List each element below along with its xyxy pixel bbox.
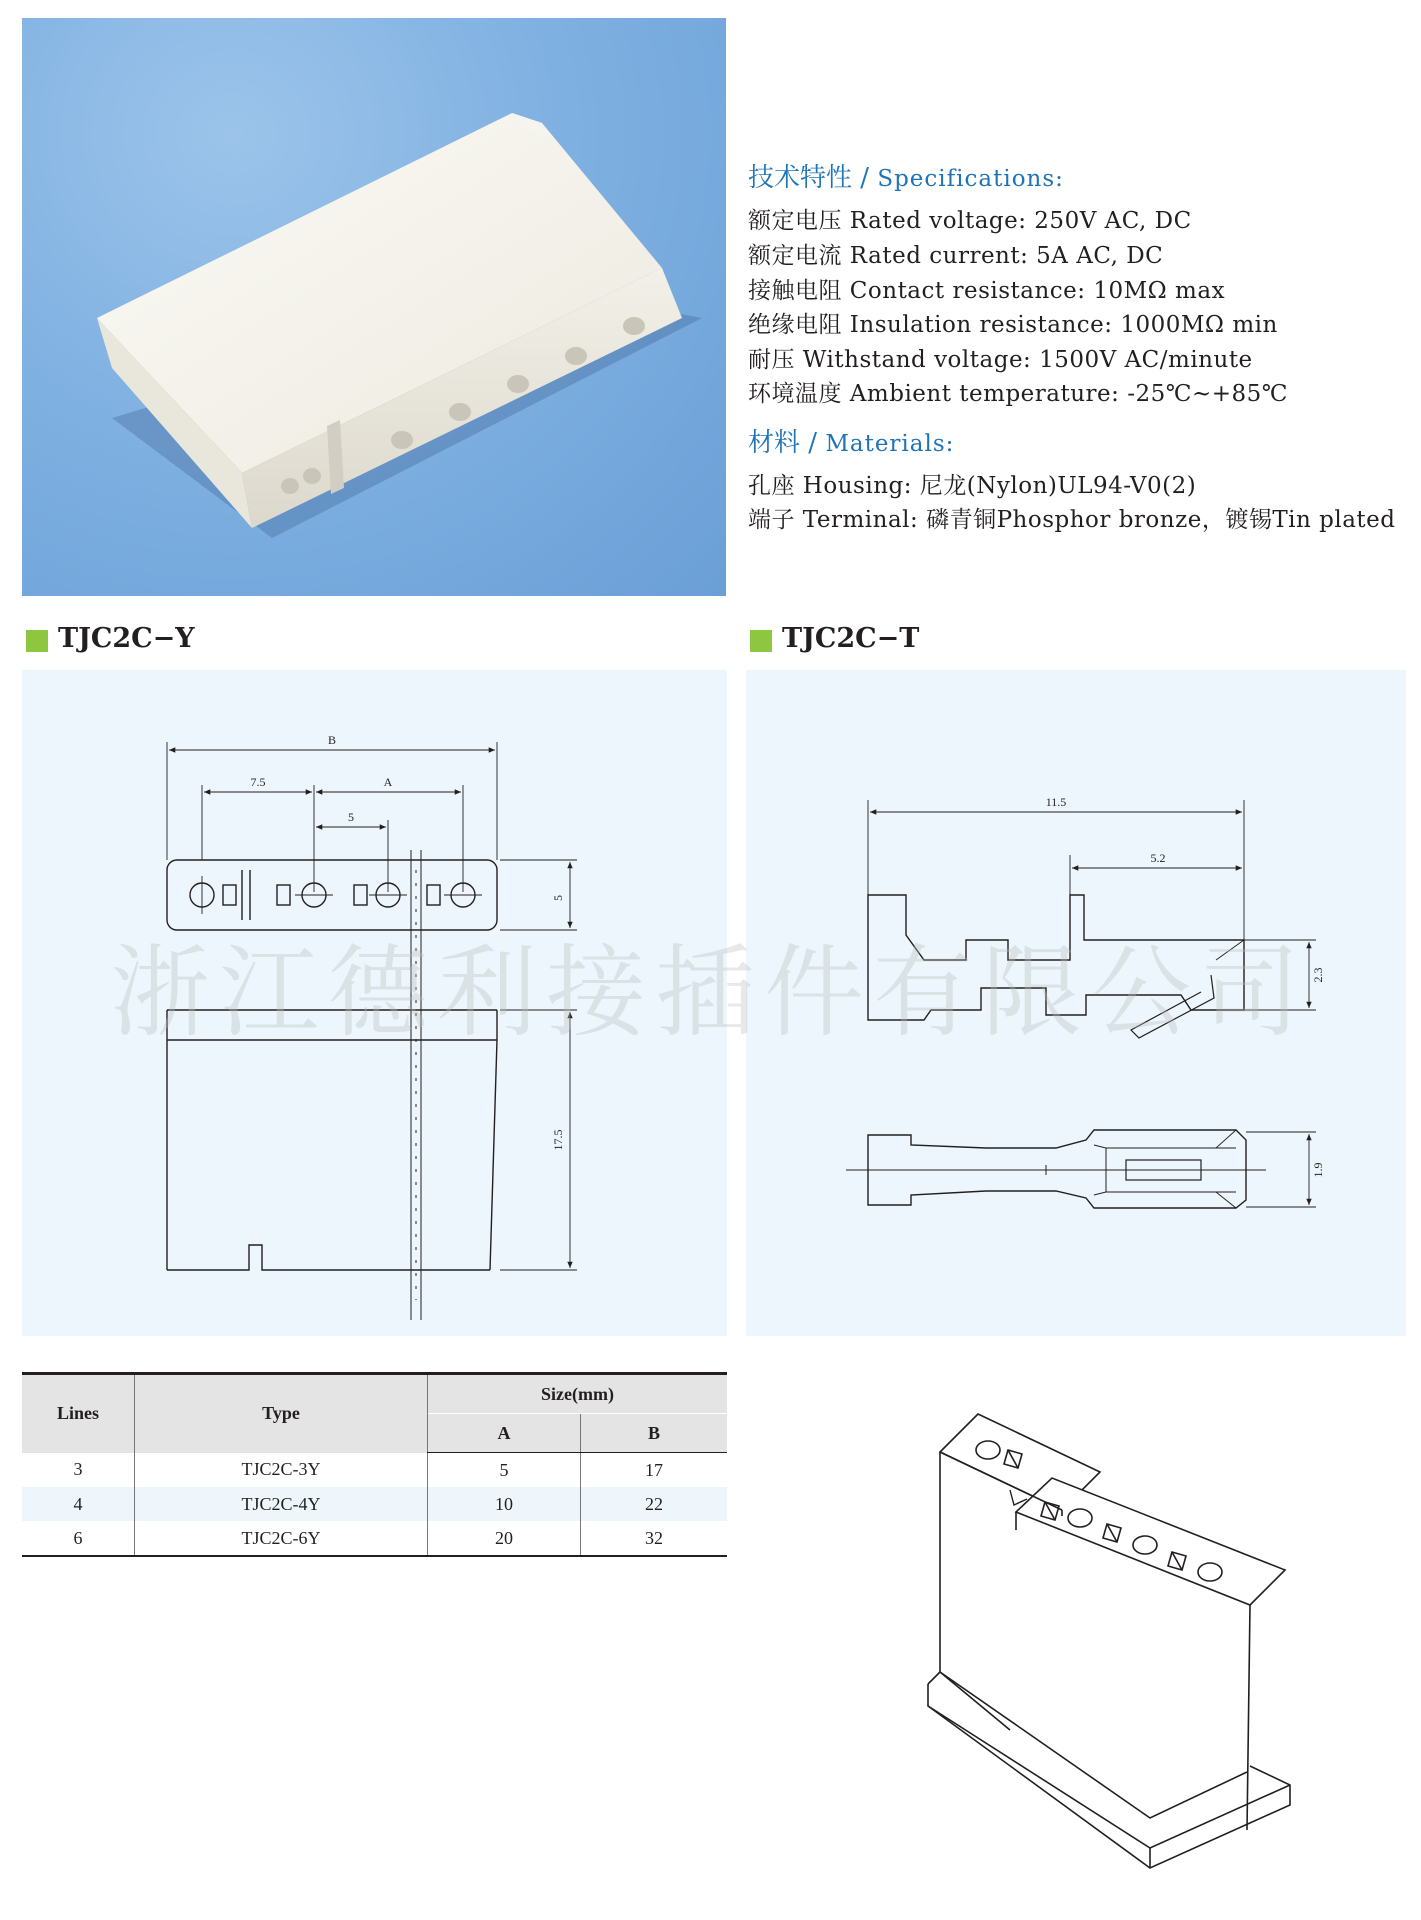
dim-height-label: 2.3 xyxy=(1311,967,1325,983)
terminal-technical-drawing xyxy=(746,670,1406,1336)
cell-lines: 4 xyxy=(22,1487,135,1521)
size-table xyxy=(22,1372,727,1557)
header-type: Type xyxy=(135,1374,428,1453)
heading-separator: / xyxy=(808,428,818,458)
header-a: A xyxy=(428,1414,581,1453)
dim-a-label: A xyxy=(383,775,393,789)
header-lines: Lines xyxy=(22,1374,135,1453)
spec-rated-current: 额定电流 Rated current: 5A AC, DC xyxy=(748,243,1164,269)
connector-housing-photo xyxy=(22,18,726,596)
table-row xyxy=(22,1453,727,1488)
cell-b: 17 xyxy=(581,1453,728,1488)
cell-type: TJC2C-6Y xyxy=(135,1521,428,1556)
dim-b-label: B xyxy=(327,733,337,747)
cell-a: 5 xyxy=(428,1453,581,1488)
spec-contact-resistance: 接触电阻 Contact resistance: 10MΩ max xyxy=(748,278,1226,304)
product-photo xyxy=(22,18,726,596)
table-row xyxy=(22,1487,727,1521)
specifications-heading xyxy=(748,157,1064,194)
materials-heading-en: Materials: xyxy=(825,431,955,457)
terminal-section-title: TJC2C−T xyxy=(782,623,920,654)
cell-b: 22 xyxy=(581,1487,728,1521)
materials-heading xyxy=(748,422,954,459)
terminal-drawing-panel xyxy=(746,670,1406,1336)
cell-b: 32 xyxy=(581,1521,728,1556)
dim-width-label: 1.9 xyxy=(1311,1162,1325,1178)
spec-rated-voltage: 额定电压 Rated voltage: 250V AC, DC xyxy=(748,208,1192,234)
dim-length-label: 11.5 xyxy=(1045,795,1067,809)
dim-height-label: 5 xyxy=(551,895,565,901)
dim-pitch-first-label: 7.5 xyxy=(250,775,266,789)
spec-ambient-temperature: 环境温度 Ambient temperature: -25℃~+85℃ xyxy=(748,381,1289,407)
material-terminal: 端子 Terminal: 磷青铜Phosphor bronze，镀锡Tin plated xyxy=(748,507,1396,533)
housing-technical-drawing xyxy=(22,670,727,1336)
header-size: Size(mm) xyxy=(428,1374,728,1414)
housing-drawing-panel xyxy=(22,670,727,1336)
header-b: B xyxy=(581,1414,728,1453)
dim-depth-label: 17.5 xyxy=(551,1129,565,1151)
spec-withstand-voltage: 耐压 Withstand voltage: 1500V AC/minute xyxy=(748,347,1253,373)
cell-a: 10 xyxy=(428,1487,581,1521)
specifications-heading-cn: 技术特性 xyxy=(748,163,853,193)
isometric-housing-drawing xyxy=(900,1400,1300,1880)
heading-separator: / xyxy=(860,163,870,193)
cell-type: TJC2C-4Y xyxy=(135,1487,428,1521)
cell-lines: 3 xyxy=(73,1459,83,1480)
company-watermark: 浙江德利接插件有限公司 xyxy=(110,934,1309,1051)
cell-lines: 6 xyxy=(22,1521,135,1556)
spec-insulation-resistance: 绝缘电阻 Insulation resistance: 1000MΩ min xyxy=(748,312,1278,338)
section-marker xyxy=(26,630,48,652)
isometric-outline xyxy=(900,1400,1300,1880)
cell-a: 20 xyxy=(428,1521,581,1556)
housing-section-title: TJC2C−Y xyxy=(58,623,195,654)
dim-contact-label: 5.2 xyxy=(1150,851,1166,865)
material-housing: 孔座 Housing: 尼龙(Nylon)UL94-V0(2) xyxy=(748,473,1197,499)
specifications-heading-en: Specifications: xyxy=(877,166,1064,192)
dim-pitch-label: 5 xyxy=(348,810,354,824)
cell-type: TJC2C-3Y xyxy=(135,1453,428,1488)
table-row xyxy=(22,1521,727,1556)
section-marker xyxy=(750,630,772,652)
materials-heading-cn: 材料 xyxy=(748,428,801,458)
